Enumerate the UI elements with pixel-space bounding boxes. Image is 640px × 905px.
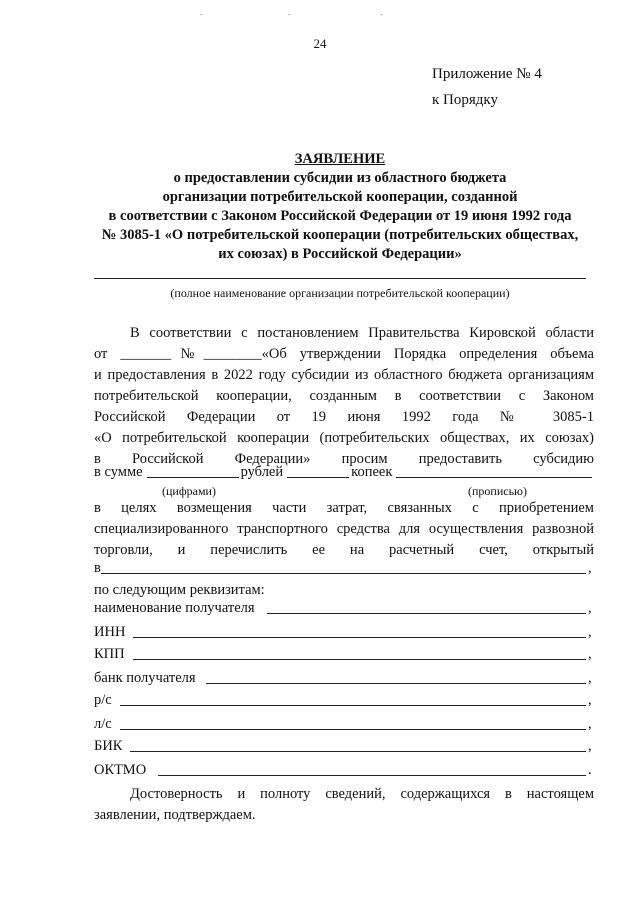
title-line: в соответствии с Законом Российской Федерации от 19 июня 1992 года: [108, 208, 572, 224]
settlement-account-field[interactable]: [120, 704, 586, 706]
requisite-label: ИНН: [94, 624, 126, 640]
body-line: и предоставления в 2022 году субсидии из областного бюджета организациям: [94, 367, 594, 383]
requisite-label: р/с: [94, 692, 112, 708]
sum-prefix: в сумме: [94, 464, 143, 480]
sum-line: [94, 464, 594, 481]
purpose-line: в целях возмещения части затрат, связанных с приобретением: [94, 500, 594, 516]
sum-digits-field[interactable]: [147, 476, 239, 478]
body-line: Российской Федерации от 19 июня 1992 года № 3085-1: [94, 409, 594, 425]
inn-field[interactable]: [133, 636, 586, 638]
title-line: их союзах) в Российской Федерации»: [218, 246, 462, 262]
sum-hint-words: (прописью): [468, 484, 528, 498]
bank-field[interactable]: [101, 572, 586, 574]
body-line: от _______№________«Об утверждении Порядка определения объема: [94, 346, 594, 362]
body-line: потребительской кооперации, созданным в соответствии с Законом: [94, 388, 594, 404]
page-number: 24: [313, 36, 327, 51]
bank-name-field[interactable]: [206, 682, 586, 684]
requisite-row: ОКТМО .: [94, 762, 592, 778]
purpose-line: торговли, и перечислить ее на расчетный счет, открытый: [94, 542, 594, 558]
scan-mark: -: [380, 10, 383, 19]
sum-rub: рублей: [240, 464, 284, 480]
sum-hint-digits: (цифрами): [162, 484, 216, 498]
scan-mark: -: [288, 10, 291, 19]
annex-number: Приложение № 4: [432, 66, 542, 82]
personal-account-field[interactable]: [120, 728, 586, 730]
requisite-row: банк получателя ,: [94, 670, 592, 686]
body-line: в Российской Федерации» просим предоставить субсидию: [94, 451, 594, 467]
requisite-label: наименование получателя: [94, 600, 255, 616]
sum-kop: копеек: [351, 464, 393, 480]
body-paragraph: [94, 323, 594, 470]
annex-reference: к Порядку: [432, 92, 498, 108]
requisites-intro: по следующим реквизитам:: [94, 582, 265, 598]
requisite-row: ИНН ,: [94, 624, 592, 640]
org-name-field[interactable]: [94, 278, 586, 279]
scan-mark: -: [200, 10, 203, 19]
bank-prefix: в: [94, 560, 101, 576]
purpose-paragraph: [94, 498, 594, 561]
requisite-label: ОКТМО: [94, 762, 147, 778]
recipient-name-field[interactable]: [267, 612, 586, 614]
confirmation-paragraph: [94, 784, 594, 826]
kpp-field[interactable]: [133, 658, 586, 660]
body-line: В соответствии с постановлением Правительства Кировской области: [130, 325, 594, 341]
requisite-label: КПП: [94, 646, 125, 662]
bik-field[interactable]: [130, 750, 586, 752]
sum-kop-field[interactable]: [287, 476, 349, 478]
requisite-row: КПП ,: [94, 646, 592, 662]
title-line: о предоставлении субсидии из областного бюджета: [173, 170, 507, 186]
requisite-label: БИК: [94, 738, 123, 754]
requisite-row: БИК ,: [94, 738, 592, 754]
requisite-row: наименование получателя ,: [94, 600, 592, 616]
requisite-label: л/с: [94, 716, 112, 732]
requisite-label: банк получателя: [94, 670, 196, 686]
bank-line: в ,: [94, 560, 592, 576]
confirm-line: Достоверность и полноту сведений, содержащихся в настоящем: [130, 786, 594, 802]
document-title: [60, 150, 620, 264]
requisite-row: л/с ,: [94, 716, 592, 732]
sum-words-field[interactable]: [396, 476, 592, 478]
org-name-caption: (полное наименование организации потребительской кооперации): [170, 286, 510, 300]
purpose-line: специализированного транспортного средства для осуществления развозной: [94, 521, 594, 537]
body-line: «О потребительской кооперации (потребительских обществах, их союзах): [94, 430, 594, 446]
title-line: № 3085-1 «О потребительской кооперации (потребительских обществах,: [101, 227, 579, 243]
confirm-line: заявлении, подтверждаем.: [94, 807, 256, 823]
requisite-row: р/с ,: [94, 692, 592, 708]
title-line: организации потребительской кооперации, созданной: [162, 189, 518, 205]
oktmo-field[interactable]: [158, 774, 586, 776]
title-main: ЗАЯВЛЕНИЕ: [294, 151, 386, 167]
